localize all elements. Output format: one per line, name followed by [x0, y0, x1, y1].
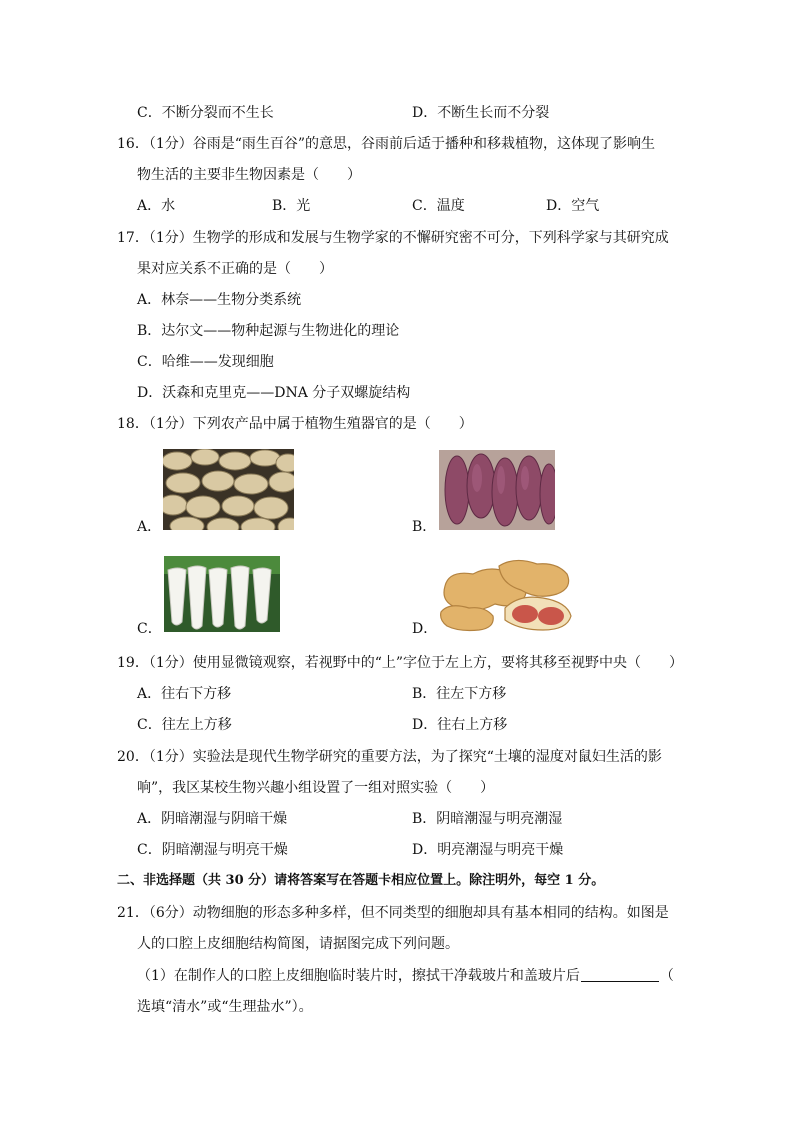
q17-option-d: D．沃森和克里克——DNA 分子双螺旋结构 [137, 385, 411, 401]
q20-option-b: B．阴暗潮湿与明亮潮湿 [412, 811, 563, 827]
answer-blank[interactable] [581, 967, 659, 982]
q18-label-b: B． [412, 519, 437, 535]
q17-option-c: C．哈维——发现细胞 [137, 354, 274, 370]
q20-option-c: C．阴暗潮湿与明亮干燥 [137, 842, 288, 858]
peanut-image [439, 556, 573, 632]
white-radish-image [164, 556, 280, 632]
q21-sub1-text: （1）在制作人的口腔上皮细胞临时装片时，擦拭干净载玻片和盖玻片后 [137, 968, 580, 984]
q16-stem-line1: 16．（1分）谷雨是“雨生百谷”的意思，谷雨前后适于播种和移栽植物，这体现了影响生 [117, 136, 656, 152]
q21-sub1-line2: 选填“清水”或“生理盐水”）。 [137, 999, 313, 1015]
q18-stem: 18．（1分）下列农产品中属于植物生殖器官的是（ ） [117, 416, 473, 432]
section-heading: 二、非选择题（共 30 分）请将答案写在答题卡相应位置上。除注明外，每空 1 分。 [117, 873, 605, 888]
q17-option-a: A．林奈——生物分类系统 [137, 292, 302, 308]
q19-option-b: B．往左下方移 [412, 686, 507, 702]
q17-stem-line2: 果对应关系不正确的是（ ） [137, 261, 333, 277]
q19-option-c: C．往左上方移 [137, 717, 232, 733]
q19-stem: 19．（1分）使用显微镜观察，若视野中的“上”字位于左上方，要将其移至视野中央（ ） [117, 655, 684, 671]
q18-label-a: A． [137, 519, 162, 535]
q15-option-c: C．不断分裂而不生长 [137, 105, 274, 121]
q18-label-c: C． [137, 621, 162, 637]
q18-label-d: D． [412, 621, 438, 637]
q20-option-a: A．阴暗潮湿与阴暗干燥 [137, 811, 288, 827]
q20-stem-line1: 20．（1分）实验法是现代生物学研究的重要方法，为了探究“土壤的湿度对鼠妇生活的影 [117, 749, 662, 765]
q16-option-a: A．水 [137, 198, 176, 214]
q20-stem-line2: 响”，我区某校生物兴趣小组设置了一组对照实验（ ） [137, 780, 495, 796]
q16-option-b: B．光 [272, 198, 311, 214]
q17-option-b: B．达尔文——物种起源与生物进化的理论 [137, 323, 400, 339]
q19-option-a: A．往右下方移 [137, 686, 232, 702]
q19-option-d: D．往右上方移 [412, 717, 508, 733]
q16-option-c: C．温度 [412, 198, 465, 214]
q20-option-d: D．明亮潮湿与明亮干燥 [412, 842, 564, 858]
q16-option-d: D．空气 [546, 198, 600, 214]
q17-stem-line1: 17．（1分）生物学的形成和发展与生物学家的不懈研究密不可分，下列科学家与其研究成 [117, 230, 669, 246]
q21-stem-line2: 人的口腔上皮细胞结构简图，请据图完成下列问题。 [137, 936, 459, 952]
q16-stem-line2: 物生活的主要非生物因素是（ ） [137, 167, 361, 183]
q15-option-d: D．不断生长而不分裂 [412, 105, 550, 121]
q21-sub1-paren: （ [659, 968, 674, 984]
q21-stem-line1: 21．（6分）动物细胞的形态多种多样，但不同类型的细胞却具有基本相同的结构。如图是 [117, 905, 669, 921]
sweet-potato-image [439, 450, 555, 530]
lotus-root-image [163, 449, 294, 530]
q21-sub1-line1 [137, 966, 674, 986]
